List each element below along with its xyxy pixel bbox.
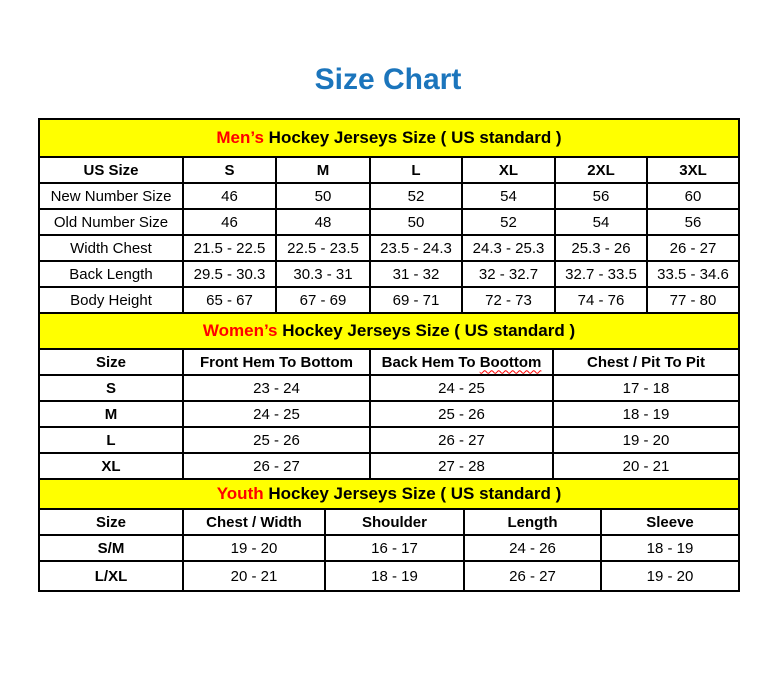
page-title: Size Chart <box>314 63 462 96</box>
value-cell: 56 <box>647 209 739 235</box>
column-header: Chest / Width <box>183 509 325 535</box>
value-cell: 32.7 - 33.5 <box>555 261 647 287</box>
value-cell: 74 - 76 <box>555 287 647 313</box>
value-cell: 19 - 20 <box>183 535 325 561</box>
value-cell: 54 <box>462 183 555 209</box>
table-row <box>39 401 739 427</box>
value-cell: 60 <box>647 183 739 209</box>
value-cell: 21.5 - 22.5 <box>183 235 276 261</box>
column-header: Size <box>39 349 183 375</box>
table-row <box>39 375 739 401</box>
column-header: S <box>183 157 276 183</box>
mens-section-heading <box>39 119 739 157</box>
value-cell: 19 - 20 <box>601 561 739 591</box>
size-chart <box>38 118 738 592</box>
value-cell: 56 <box>555 183 647 209</box>
youth-header-row <box>39 509 739 535</box>
row-label: Body Height <box>39 287 183 313</box>
column-header: 3XL <box>647 157 739 183</box>
value-cell: 46 <box>183 183 276 209</box>
value-cell: 32 - 32.7 <box>462 261 555 287</box>
value-cell: 24.3 - 25.3 <box>462 235 555 261</box>
value-cell: 20 - 21 <box>553 453 739 479</box>
table-row <box>39 287 739 313</box>
mens-size-table <box>38 118 740 314</box>
row-label: L <box>39 427 183 453</box>
value-cell: 24 - 25 <box>370 375 553 401</box>
value-cell: 23 - 24 <box>183 375 370 401</box>
table-row <box>39 261 739 287</box>
value-cell: 23.5 - 24.3 <box>370 235 462 261</box>
column-header: 2XL <box>555 157 647 183</box>
womens-section-heading <box>39 313 739 349</box>
value-cell: 26 - 27 <box>183 453 370 479</box>
row-label: S <box>39 375 183 401</box>
table-row <box>39 535 739 561</box>
womens-section-heading-row <box>39 313 739 349</box>
row-label: Width Chest <box>39 235 183 261</box>
value-cell: 27 - 28 <box>370 453 553 479</box>
value-cell: 31 - 32 <box>370 261 462 287</box>
column-header: M <box>276 157 370 183</box>
youth-heading-highlight: Youth <box>216 484 264 503</box>
value-cell: 77 - 80 <box>647 287 739 313</box>
womens-size-table <box>38 312 740 480</box>
value-cell: 52 <box>370 183 462 209</box>
value-cell: 16 - 17 <box>325 535 464 561</box>
value-cell: 29.5 - 30.3 <box>183 261 276 287</box>
value-cell: 17 - 18 <box>553 375 739 401</box>
womens-heading-highlight: Women’s <box>202 321 278 340</box>
value-cell: 50 <box>276 183 370 209</box>
column-header: Shoulder <box>325 509 464 535</box>
mens-section-heading-row <box>39 119 739 157</box>
column-header <box>370 349 553 375</box>
column-header: L <box>370 157 462 183</box>
table-row <box>39 183 739 209</box>
value-cell: 26 - 27 <box>370 427 553 453</box>
column-header: Size <box>39 509 183 535</box>
table-row <box>39 561 739 591</box>
misspelled-word: Boottom <box>479 353 542 371</box>
column-header: XL <box>462 157 555 183</box>
column-header: Sleeve <box>601 509 739 535</box>
value-cell: 52 <box>462 209 555 235</box>
value-cell: 18 - 19 <box>601 535 739 561</box>
table-row <box>39 453 739 479</box>
value-cell: 33.5 - 34.6 <box>647 261 739 287</box>
youth-section-heading-row <box>39 479 739 509</box>
column-header: Length <box>464 509 601 535</box>
mens-header-row <box>39 157 739 183</box>
value-cell: 25 - 26 <box>370 401 553 427</box>
value-cell: 24 - 26 <box>464 535 601 561</box>
column-header: Front Hem To Bottom <box>183 349 370 375</box>
value-cell: 72 - 73 <box>462 287 555 313</box>
row-label: Back Length <box>39 261 183 287</box>
row-label: XL <box>39 453 183 479</box>
value-cell: 25.3 - 26 <box>555 235 647 261</box>
womens-heading-rest: Hockey Jerseys Size ( US standard ) <box>282 321 576 340</box>
value-cell: 22.5 - 23.5 <box>276 235 370 261</box>
youth-section-heading <box>39 479 739 509</box>
mens-heading-highlight: Men’s <box>216 128 264 147</box>
value-cell: 48 <box>276 209 370 235</box>
value-cell: 20 - 21 <box>183 561 325 591</box>
youth-size-table <box>38 478 740 592</box>
value-cell: 24 - 25 <box>183 401 370 427</box>
column-header-text: Back Hem To <box>381 353 476 371</box>
womens-header-row <box>39 349 739 375</box>
column-header: US Size <box>39 157 183 183</box>
column-header: Chest / Pit To Pit <box>553 349 739 375</box>
row-label: Old Number Size <box>39 209 183 235</box>
value-cell: 30.3 - 31 <box>276 261 370 287</box>
value-cell: 19 - 20 <box>553 427 739 453</box>
value-cell: 67 - 69 <box>276 287 370 313</box>
value-cell: 26 - 27 <box>647 235 739 261</box>
value-cell: 18 - 19 <box>325 561 464 591</box>
table-row <box>39 427 739 453</box>
value-cell: 50 <box>370 209 462 235</box>
row-label: M <box>39 401 183 427</box>
value-cell: 26 - 27 <box>464 561 601 591</box>
mens-heading-rest: Hockey Jerseys Size ( US standard ) <box>268 128 562 147</box>
value-cell: 54 <box>555 209 647 235</box>
value-cell: 69 - 71 <box>370 287 462 313</box>
row-label: S/M <box>39 535 183 561</box>
value-cell: 25 - 26 <box>183 427 370 453</box>
value-cell: 46 <box>183 209 276 235</box>
row-label: L/XL <box>39 561 183 591</box>
table-row <box>39 209 739 235</box>
row-label: New Number Size <box>39 183 183 209</box>
value-cell: 65 - 67 <box>183 287 276 313</box>
youth-heading-rest: Hockey Jerseys Size ( US standard ) <box>268 484 562 503</box>
value-cell: 18 - 19 <box>553 401 739 427</box>
table-row <box>39 235 739 261</box>
